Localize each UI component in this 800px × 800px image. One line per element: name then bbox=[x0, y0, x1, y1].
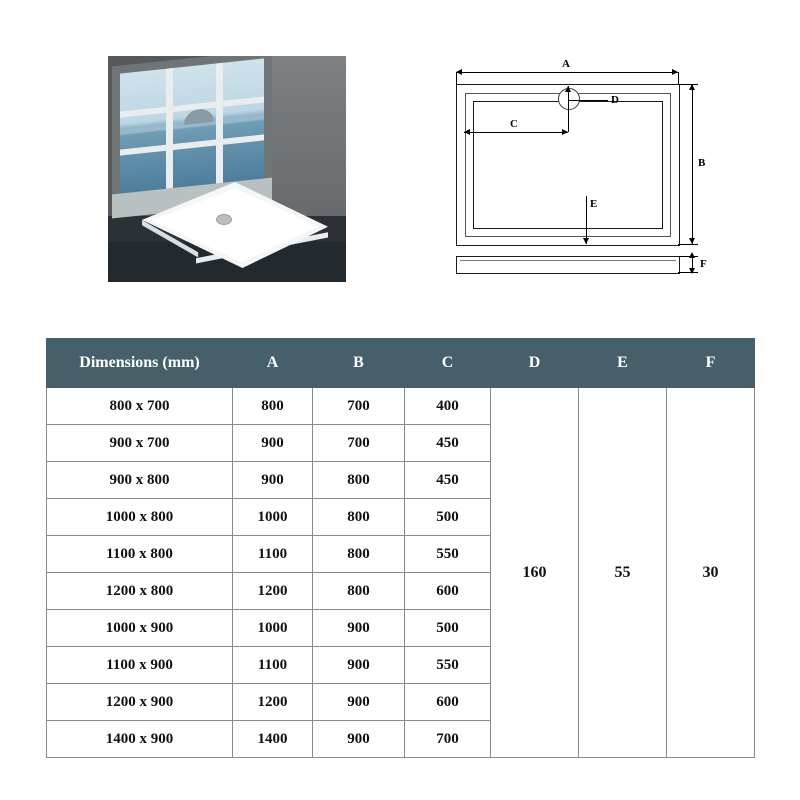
cell-a: 1000 bbox=[233, 610, 313, 647]
dim-ext-b-bottom bbox=[678, 244, 698, 245]
cell-a: 1100 bbox=[233, 536, 313, 573]
cell-e-merged: 55 bbox=[579, 388, 667, 758]
photo-tray bbox=[142, 182, 328, 278]
cell-d-merged: 160 bbox=[491, 388, 579, 758]
cell-b: 700 bbox=[313, 425, 405, 462]
dim-label-b: B bbox=[698, 157, 706, 169]
cell-b: 800 bbox=[313, 462, 405, 499]
cell-a: 1400 bbox=[233, 721, 313, 758]
table-header-dimensions: Dimensions (mm) bbox=[47, 339, 233, 388]
shower-tray-photo bbox=[108, 56, 346, 282]
photo-window-glass bbox=[120, 58, 264, 193]
cell-c: 600 bbox=[405, 684, 491, 721]
cell-a: 1200 bbox=[233, 684, 313, 721]
cell-size: 1200 x 900 bbox=[47, 684, 233, 721]
table-header-b: B bbox=[313, 339, 405, 388]
dim-leader-d bbox=[568, 100, 608, 101]
cell-c: 700 bbox=[405, 721, 491, 758]
cell-a: 800 bbox=[233, 388, 313, 425]
photo-window-mullion-vertical-1 bbox=[166, 68, 173, 189]
table-header bbox=[47, 339, 755, 388]
cell-c: 500 bbox=[405, 499, 491, 536]
dimensions-table bbox=[46, 338, 755, 758]
dim-ext-f-top bbox=[678, 256, 698, 257]
table-header-f: F bbox=[667, 339, 755, 388]
dim-label-a: A bbox=[562, 58, 570, 70]
cell-a: 1100 bbox=[233, 647, 313, 684]
cell-c: 450 bbox=[405, 425, 491, 462]
cell-b: 900 bbox=[313, 684, 405, 721]
table-header-row bbox=[47, 339, 755, 388]
cell-b: 800 bbox=[313, 536, 405, 573]
product-illustrations bbox=[0, 0, 800, 320]
cell-size: 900 x 700 bbox=[47, 425, 233, 462]
dim-label-c: C bbox=[510, 118, 518, 130]
dim-label-d: D bbox=[611, 94, 619, 106]
photo-window-mullion-vertical-2 bbox=[216, 63, 223, 184]
cell-c: 400 bbox=[405, 388, 491, 425]
cell-size: 1000 x 800 bbox=[47, 499, 233, 536]
technical-drawing bbox=[440, 56, 710, 286]
dim-ext-b-top bbox=[678, 84, 698, 85]
table-header-e: E bbox=[579, 339, 667, 388]
table-header-c: C bbox=[405, 339, 491, 388]
table-header-a: A bbox=[233, 339, 313, 388]
cell-b: 800 bbox=[313, 499, 405, 536]
dim-arrow-c-left bbox=[464, 129, 470, 135]
dim-line-b bbox=[692, 84, 693, 244]
cell-b: 900 bbox=[313, 610, 405, 647]
cell-a: 1200 bbox=[233, 573, 313, 610]
cell-size: 800 x 700 bbox=[47, 388, 233, 425]
cell-b: 900 bbox=[313, 647, 405, 684]
cell-b: 700 bbox=[313, 388, 405, 425]
cell-c: 550 bbox=[405, 647, 491, 684]
dim-line-c bbox=[464, 132, 568, 133]
cell-f-merged: 30 bbox=[667, 388, 755, 758]
photo-tray-waste-icon bbox=[216, 214, 232, 225]
dim-arrow-d-up bbox=[565, 86, 571, 92]
cell-c: 500 bbox=[405, 610, 491, 647]
cell-size: 1400 x 900 bbox=[47, 721, 233, 758]
cell-b: 900 bbox=[313, 721, 405, 758]
cell-a: 900 bbox=[233, 462, 313, 499]
cell-size: 900 x 800 bbox=[47, 462, 233, 499]
table-header-d: D bbox=[491, 339, 579, 388]
dim-ext-c-waste bbox=[568, 108, 569, 132]
table-row bbox=[47, 388, 755, 425]
cell-a: 900 bbox=[233, 425, 313, 462]
dim-label-f: F bbox=[700, 258, 707, 270]
table-body bbox=[47, 388, 755, 758]
dim-line-a bbox=[456, 72, 678, 73]
dim-line-e bbox=[586, 196, 587, 244]
cell-c: 450 bbox=[405, 462, 491, 499]
cell-size: 1100 x 900 bbox=[47, 647, 233, 684]
section-view-inner-line bbox=[460, 260, 676, 270]
dimensions-table-container bbox=[46, 338, 754, 758]
dim-arrow-e-down bbox=[583, 238, 589, 244]
cell-size: 1200 x 800 bbox=[47, 573, 233, 610]
cell-size: 1100 x 800 bbox=[47, 536, 233, 573]
dim-arrow-f-up bbox=[689, 252, 695, 258]
cell-a: 1000 bbox=[233, 499, 313, 536]
cell-b: 800 bbox=[313, 573, 405, 610]
cell-c: 600 bbox=[405, 573, 491, 610]
dim-label-e: E bbox=[590, 198, 598, 210]
cell-size: 1000 x 900 bbox=[47, 610, 233, 647]
dim-arrow-f-down bbox=[689, 268, 695, 274]
dim-ext-f-bottom bbox=[678, 272, 698, 273]
cell-c: 550 bbox=[405, 536, 491, 573]
photo-tray-inner bbox=[152, 188, 318, 262]
section-view-outline bbox=[456, 256, 680, 274]
